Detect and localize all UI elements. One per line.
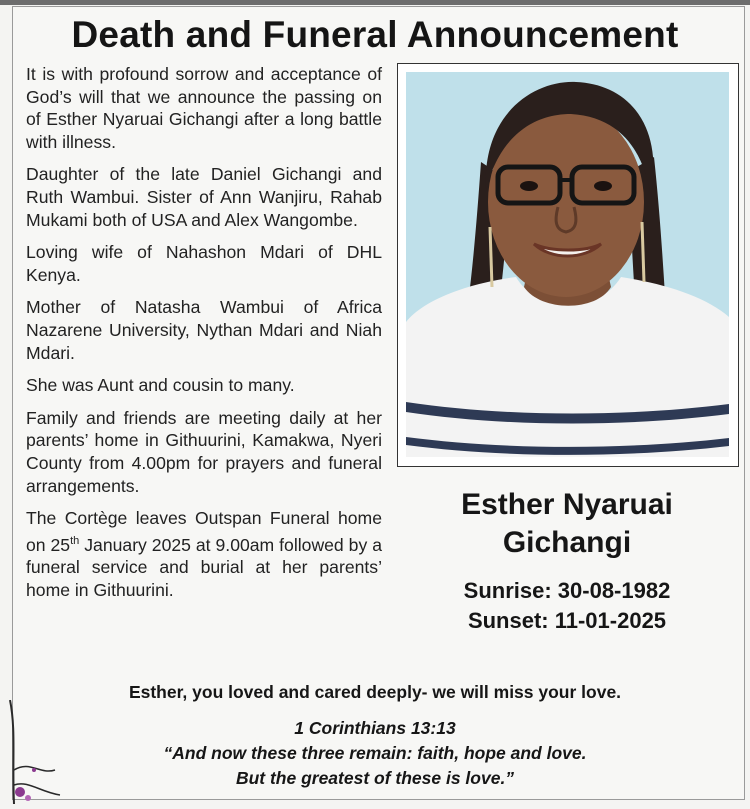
paragraph-meetings: Family and friends are meeting daily at her parents’ home in Githuurini, Kamakwa, Nyeri County from 4.00pm for prayers and funeral arrangements. xyxy=(26,407,382,496)
life-dates xyxy=(393,576,741,636)
paragraph-relatives: She was Aunt and cousin to many. xyxy=(26,375,295,396)
cortege-date-suffix: th xyxy=(70,534,80,547)
sunset-date: Sunset: 11-01-2025 xyxy=(467,608,667,633)
name-line-1: Esther Nyaruai xyxy=(461,488,673,521)
announcement-body xyxy=(26,63,382,601)
sunrise-date: Sunrise: 30-08-1982 xyxy=(463,578,671,603)
cortege-text-after: January 2025 at 9.00am followed by a funeral service and burial at her parents’ home in Githuurini. xyxy=(26,534,382,600)
paragraph-cortege xyxy=(26,507,382,601)
paragraph-intro: It is with profound sorrow and acceptance of God’s will that we announce the passing on of Esther Nyaruai Gichangi after a long battle with illness. xyxy=(26,64,382,152)
top-edge-bar xyxy=(0,0,750,5)
verse-line-1: “And now these three remain: faith, hope and love. xyxy=(163,743,587,763)
page-title: Death and Funeral Announcement xyxy=(71,14,679,55)
verse-line-2: But the greatest of these is love.” xyxy=(235,768,515,788)
verse-reference: 1 Corinthians 13:13 xyxy=(294,718,456,738)
portrait-frame xyxy=(397,63,739,467)
closing-message: Esther, you loved and cared deeply- we will miss your love. xyxy=(128,682,622,702)
paragraph-family: Daughter of the late Daniel Gichangi and Ruth Wambui. Sister of Ann Wanjiru, Rahab Mukami both of USA and Alex Wangombe. xyxy=(26,164,382,230)
name-line-2: Gichangi xyxy=(502,526,632,559)
cortege-text-before: The Cortège leaves Outspan Funeral home on 25 xyxy=(26,508,382,555)
portrait-photo xyxy=(406,72,729,457)
bible-verse xyxy=(0,716,750,791)
paragraph-children: Mother of Natasha Wambui of Africa Nazarene University, Nythan Mdari and Niah Mdari. xyxy=(26,297,382,363)
deceased-name xyxy=(393,486,741,562)
flower-decoration-icon xyxy=(0,700,70,804)
paragraph-spouse: Loving wife of Nahashon Mdari of DHL Kenya. xyxy=(26,242,382,285)
